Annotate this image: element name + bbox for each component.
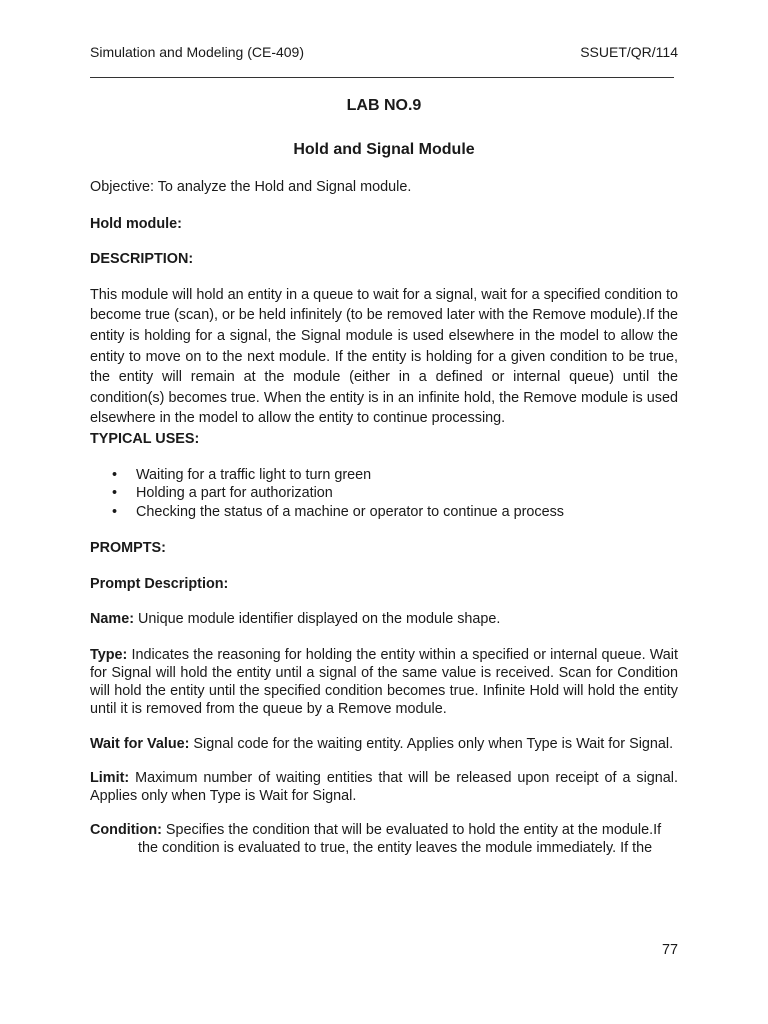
list-item-text: Waiting for a traffic light to turn green (136, 466, 372, 483)
prompt-condition-label: Condition: (90, 822, 162, 839)
prompt-limit-text: Maximum number of waiting entities that will be released upon receipt of a signal. Applies only when Type is Wait for Signal. (90, 769, 678, 805)
list-item (90, 503, 678, 522)
list-item-text: Checking the status of a machine or operator to continue a process (136, 503, 564, 520)
prompt-wait-for-value (90, 735, 678, 753)
prompt-type (90, 646, 678, 719)
list-item (90, 466, 678, 485)
bullet-icon: • (112, 485, 118, 502)
bullet-icon: • (112, 466, 118, 483)
prompt-condition (90, 821, 678, 857)
description-heading: DESCRIPTION: (90, 251, 194, 268)
prompts-heading: PROMPTS: (90, 540, 166, 557)
page-number: 77 (661, 942, 678, 958)
prompt-name-text: Unique module identifier displayed on the module shape. (134, 611, 501, 628)
document-code: SSUET/QR/114 (580, 44, 678, 60)
prompt-wait-for-value-label: Wait for Value: (90, 735, 190, 752)
prompt-limit-label: Limit: (90, 769, 130, 786)
module-title: Hold and Signal Module (293, 141, 475, 158)
prompt-limit (90, 769, 678, 805)
typical-uses-heading: TYPICAL USES: (90, 430, 200, 447)
prompt-name (90, 609, 678, 630)
document-body (90, 96, 678, 858)
page-header (90, 44, 678, 66)
prompt-type-label: Type: (90, 646, 128, 663)
list-item-text: Holding a part for authorization (136, 485, 333, 502)
list-item (90, 484, 678, 503)
course-title: Simulation and Modeling (CE-409) (90, 44, 304, 60)
prompt-type-text: Indicates the reasoning for holding the entity within a specified or internal queue. Wait for Signal will hold the entity until a signal of the same value is received. Scan for Condition will hold the entity until the specified condition becomes true. Infinite Hold will hold the entity until it is removed from the queue by a Remove module. (90, 646, 678, 718)
prompt-description-heading: Prompt Description: (90, 575, 229, 592)
prompt-name-label: Name: (90, 611, 134, 628)
hold-module-heading: Hold module: (90, 215, 182, 232)
description-paragraph: This module will hold an entity in a queue to wait for a signal, wait for a specified condition to become true (scan), or be held infinitely (to be removed later with the Remove module).If the entity is holding for a signal, the Signal module is used elsewhere in the model to allow the entity to move on to the next module. If the entity is holding for a given condition to be true, the entity will remain at the module (either in a defined or internal queue) until the condition(s) becomes true. When the entity is in an infinite hold, the Remove module is used elsewhere in the model to allow the entity to continue processing. (90, 286, 678, 427)
header-divider (90, 77, 674, 78)
objective-text: Objective: To analyze the Hold and Signal module. (90, 179, 412, 195)
prompt-wait-for-value-text: Signal code for the waiting entity. Applies only when Type is Wait for Signal. (189, 735, 674, 752)
typical-uses-list (90, 466, 678, 522)
bullet-icon: • (112, 503, 118, 520)
lab-title: LAB NO.9 (346, 97, 422, 114)
prompt-condition-text: Specifies the condition that will be evaluated to hold the entity at the module.If (161, 822, 662, 839)
prompt-condition-continuation: the condition is evaluated to true, the entity leaves the module immediately. If the (138, 840, 653, 857)
